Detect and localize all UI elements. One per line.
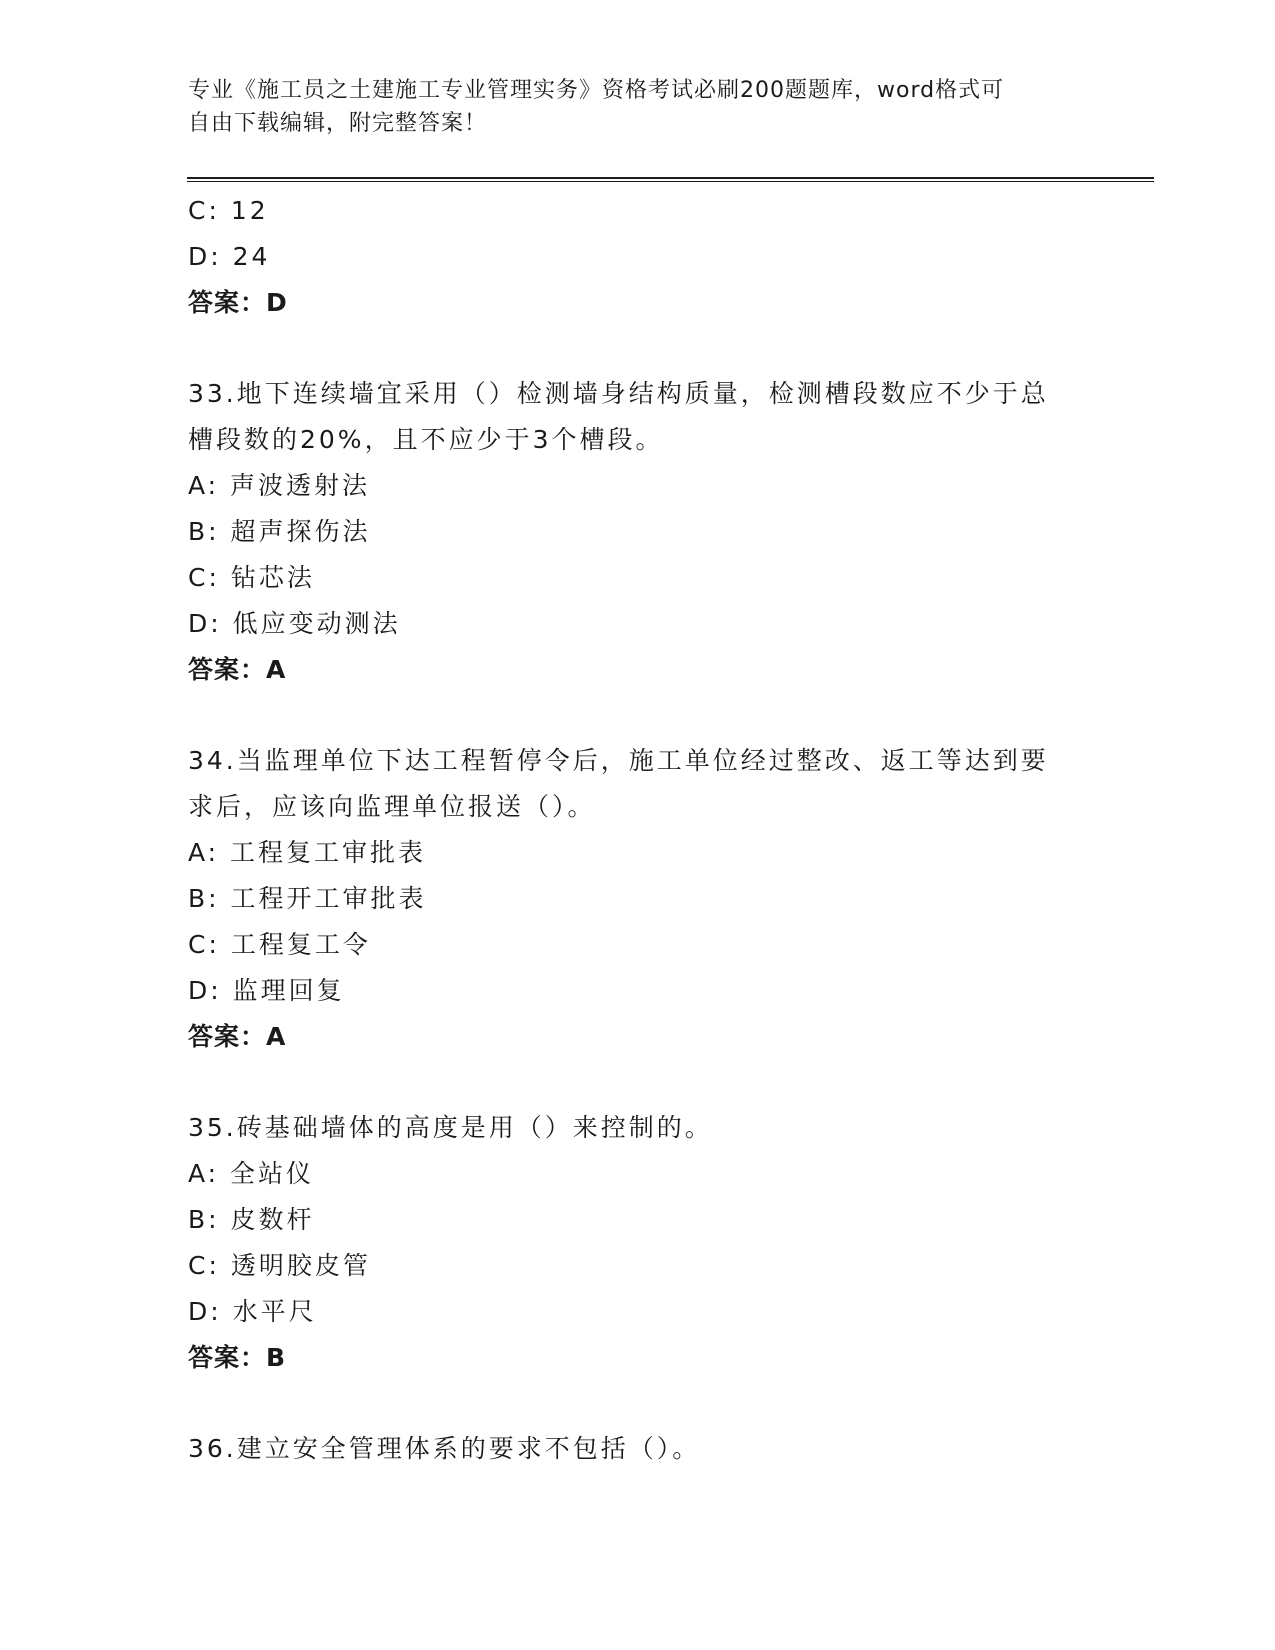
- header-divider-thin: [187, 181, 1154, 182]
- answer: 答案：B: [188, 1343, 287, 1372]
- header-divider-thick: [187, 177, 1154, 179]
- option-c: C: 钻芯法: [188, 563, 315, 592]
- option-b: B: 工程开工审批表: [188, 884, 427, 913]
- option-c: C: 12: [188, 196, 269, 225]
- spacer: [188, 1060, 1088, 1105]
- option-a: A: 声波透射法: [188, 471, 371, 500]
- option-b: B: 皮数杆: [188, 1205, 315, 1234]
- spacer: [188, 693, 1088, 738]
- question-stem-line-1: 36.建立安全管理体系的要求不包括（）。: [188, 1434, 701, 1463]
- page-header: [188, 74, 1068, 140]
- option-b: B: 超声探伤法: [188, 517, 371, 546]
- question-stem-line-2: 槽段数的20%，且不应少于3个槽段。: [188, 425, 664, 454]
- question-35: [188, 1105, 1088, 1381]
- option-d: D: 水平尺: [188, 1297, 317, 1326]
- question-stem-line-1: 34.当监理单位下达工程暂停令后，施工单位经过整改、返工等达到要: [188, 746, 1049, 775]
- header-divider: [187, 177, 1154, 182]
- header-line-1: 专业《施工员之土建施工专业管理实务》资格考试必刷200题题库，word格式可: [188, 78, 1005, 103]
- spacer: [188, 326, 1088, 371]
- answer: 答案：A: [188, 1022, 287, 1051]
- answer: 答案：D: [188, 288, 288, 317]
- question-stem-line-2: 求后，应该向监理单位报送（）。: [188, 792, 596, 821]
- option-a: A: 工程复工审批表: [188, 838, 427, 867]
- header-line-2: 自由下载编辑，附完整答案！: [188, 111, 488, 136]
- option-d: D: 24: [188, 242, 271, 271]
- question-list: [188, 188, 1088, 1472]
- option-d: D: 低应变动测法: [188, 609, 401, 638]
- question-34: [188, 738, 1088, 1060]
- answer: 答案：A: [188, 655, 287, 684]
- option-c: C: 工程复工令: [188, 930, 371, 959]
- question-36: [188, 1426, 1088, 1472]
- option-c: C: 透明胶皮管: [188, 1251, 371, 1280]
- option-a: A: 全站仪: [188, 1159, 315, 1188]
- question-stem-line-1: 35.砖基础墙体的高度是用（）来控制的。: [188, 1113, 713, 1142]
- option-d: D: 监理回复: [188, 976, 345, 1005]
- question-32-tail: [188, 188, 1088, 326]
- spacer: [188, 1381, 1088, 1426]
- question-stem-line-1: 33.地下连续墙宜采用（）检测墙身结构质量，检测槽段数应不少于总: [188, 379, 1049, 408]
- question-33: [188, 371, 1088, 693]
